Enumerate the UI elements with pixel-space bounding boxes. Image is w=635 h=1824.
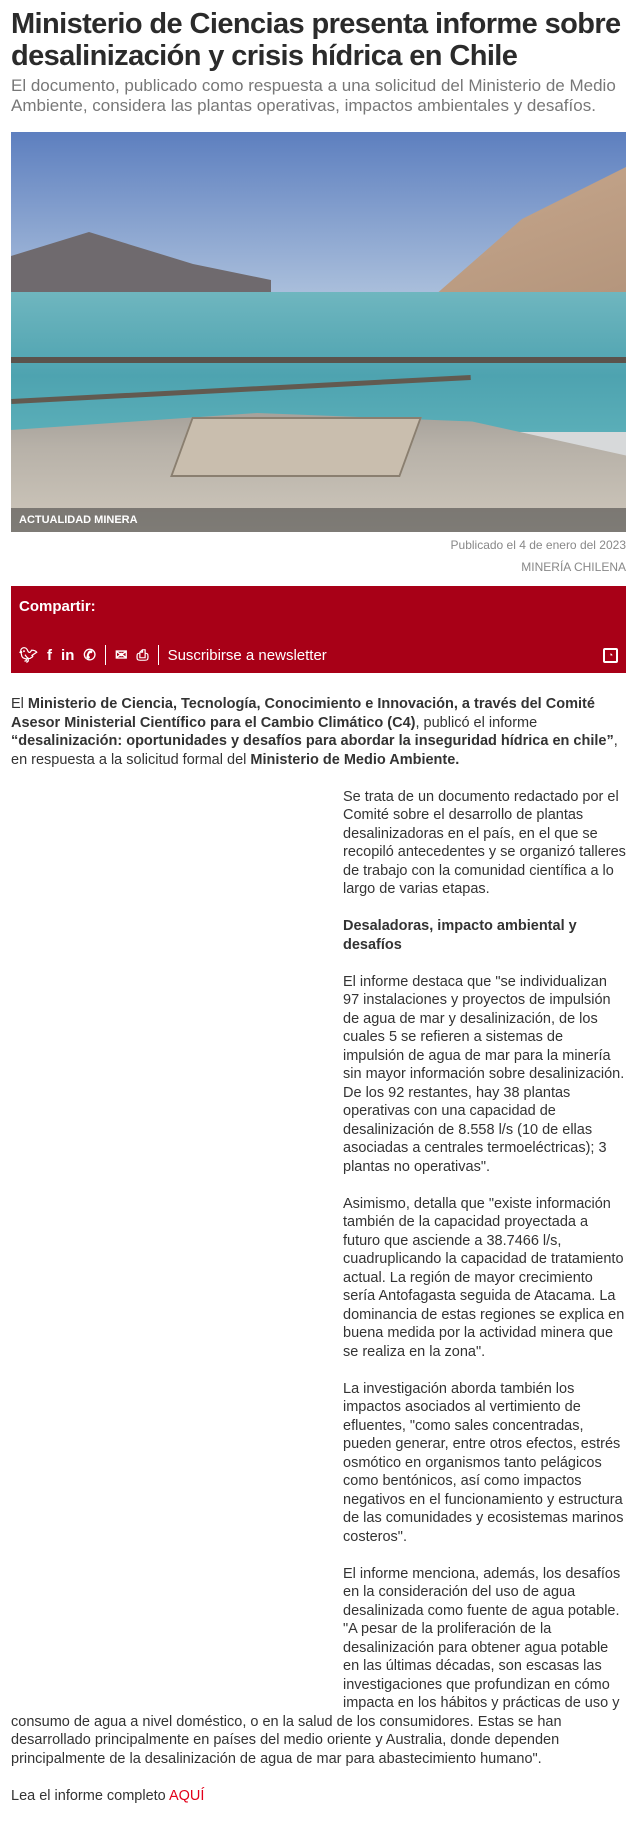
divider	[158, 645, 159, 665]
email-icon[interactable]: ✉	[114, 647, 128, 664]
text: Lea el informe completo	[11, 1787, 169, 1804]
divider	[105, 645, 106, 665]
text: , en respuesta a la solicitud formal del	[11, 733, 618, 768]
paragraph: Asimismo, detalla que "existe información también de la capacidad proyectada a futuro que asciende a 38.7466 l/s, cuadruplicando la capacidad de tratamiento actual. La región de mayor crecimiento sería Antofagasta seguida de Atacama. La dominancia de estas regiones se explica en buena medida por la actividad minera que se realiza en la zona".	[343, 1195, 625, 1360]
article-body	[11, 695, 626, 1824]
ad-space	[11, 788, 343, 1700]
publish-date: Publicado el 4 de enero del 2023	[450, 538, 626, 552]
rss-icon[interactable]: ◔	[603, 648, 618, 663]
bold-text: “desalinización: oportunidades y desafíos para abordar la inseguridad hídrica en chile”	[11, 733, 614, 749]
intro-paragraph	[11, 695, 626, 769]
linkedin-icon[interactable]: in	[61, 646, 75, 664]
bold-text: Ministerio de Medio Ambiente.	[250, 751, 460, 768]
bold-text: Ministerio de Ciencia, Tecnología, Conocimiento e Innovación, a través del Comité Asesor Ministerial Científico para el Cambio Climático (C4)	[11, 696, 595, 731]
image-caption: ACTUALIDAD MINERA	[11, 508, 626, 532]
twitter-icon[interactable]: 🐦︎	[19, 647, 39, 664]
text: El	[11, 696, 28, 712]
hero-image	[11, 132, 626, 532]
paragraph: El informe destaca que "se individualizan 97 instalaciones y proyectos de impulsión de agua de mar y desalinización, de los cuales 5 se refieren a sistemas de impulsión de agua de mar para la minería sin mayor información sobre desalinización. De los 92 restantes, hay 38 plantas operativas con una capacidad de desalinización de 8.558 l/s (10 de ellas asociadas a centrales termoeléctricas); 3 plantas no operativas".	[343, 973, 625, 1175]
paragraph: El informe menciona, además, los desafíos en la consideración del uso de agua desalinizada como fuente de agua potable. "A pesar de la proliferación de la desalinización para obtener agua potable en las últimas décadas, son escasas las investigaciones que profundizan en cómo impacta en los hábitos y prácticas de uso y consumo de agua a nivel doméstico, o en la salud de los consumidores. Estas se han desarrollado principalmente en países del medio oriente y Australia, donde dependen principalmente de la desalinización de agua de mar para abastecimiento humano".	[11, 1565, 621, 1767]
facebook-icon[interactable]: f	[47, 646, 53, 664]
whatsapp-icon[interactable]: ✆	[83, 647, 96, 664]
share-label: Compartir:	[19, 598, 96, 615]
paragraph: Se trata de un documento redactado por el Comité sobre el desarrollo de plantas desalinizadoras en el país, en el que se recopiló antecedentes y se organizó talleres de trabajo con la comunidad científica a lo largo de varias etapas.	[343, 788, 626, 897]
paragraph: La investigación aborda también los impactos asociados al vertimiento de efluentes, "como sales concentradas, pueden generar, entre otros efectos, estrés osmótico en organismos tanto pelágicos como bentónicos, así como impactos negativos en el funcionamiento y estructura de las comunidades y ecosistemas marinos costeros".	[343, 1380, 624, 1545]
read-more	[11, 1787, 626, 1806]
share-bar	[11, 586, 626, 673]
subheading: Desaladoras, impacto ambiental y desafíos	[343, 918, 577, 953]
article-title: Ministerio de Ciencias presenta informe sobre desalinización y crisis hídrica en Chile	[11, 8, 621, 72]
report-link[interactable]: AQUÍ	[168, 1787, 205, 1804]
newsletter-link[interactable]: Suscribirse a newsletter	[167, 646, 327, 664]
print-icon[interactable]: ⎙	[136, 646, 149, 664]
text: , publicó el informe	[415, 714, 538, 731]
source-label: MINERÍA CHILENA	[521, 560, 626, 574]
article-subtitle: El documento, publicado como respuesta a una solicitud del Ministerio de Medio Ambiente, considera las plantas operativas, impactos ambientales y desafíos.	[11, 76, 616, 115]
